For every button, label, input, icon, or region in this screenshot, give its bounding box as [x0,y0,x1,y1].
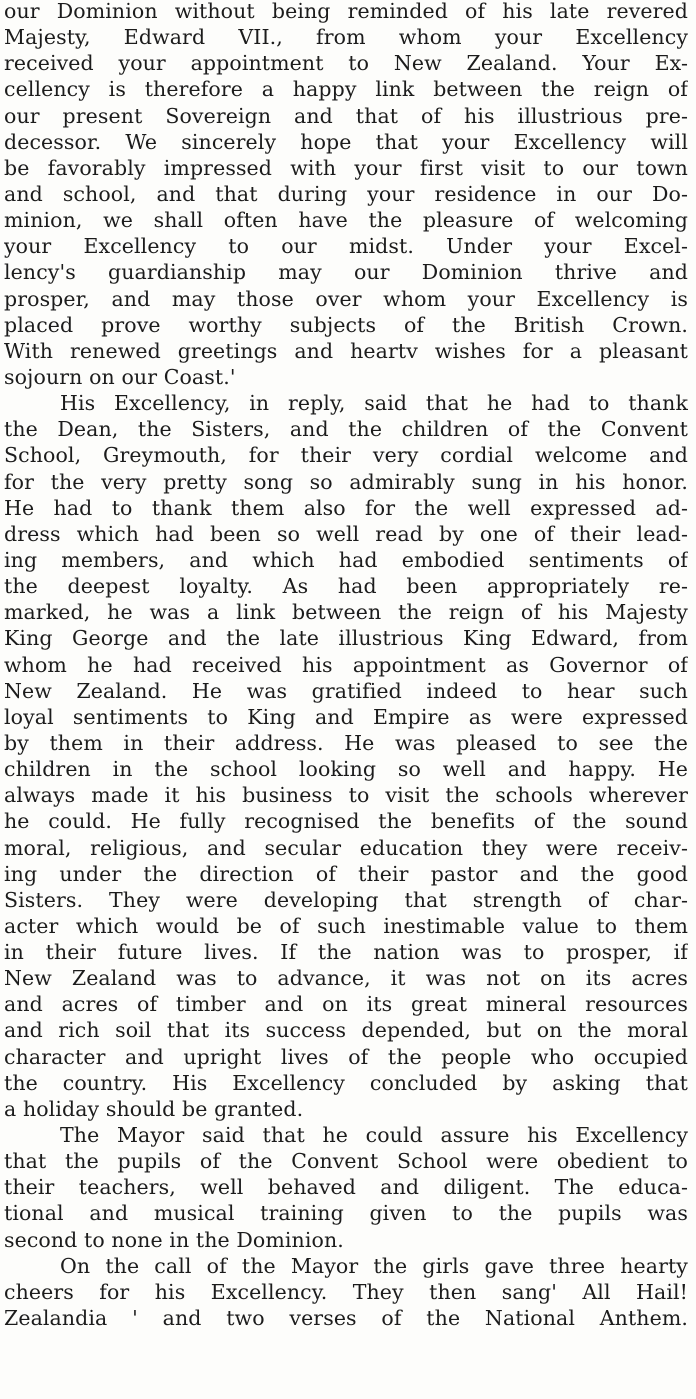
text-line: and rich soil that its success depended, but on the moral [4,1018,688,1043]
text-line: second to none in the Dominion. [4,1227,344,1252]
text-line: in their future lives. If the nation was to prosper, if [4,940,688,965]
text-line: On the call of the Mayor the girls gave three hearty [60,1253,688,1278]
text-line: received your appointment to New Zealand. Your Ex- [4,51,688,76]
text-line: our Dominion without being reminded of his late revered [4,0,688,23]
text-line: your Excellency to our midst. Under your Excel- [4,234,688,259]
text-line: by them in their address. He was pleased to see the [4,730,688,755]
text-line: School, Greymouth, for their very cordial welcome and [4,443,688,468]
paragraph [4,1122,688,1253]
text-line: character and upright lives of the people who occupied [4,1044,688,1069]
text-line: sojourn on our Coast.' [4,364,236,389]
text-line: New Zealand. He was gratified indeed to hear such [4,678,688,703]
text-line: always made it his business to visit the schools wherever [4,783,688,808]
text-line: minion, we shall often have the pleasure of welcoming [4,208,688,233]
text-line: ing under the direction of their pastor and the good [4,861,688,886]
text-line: dress which had been so well read by one of their lead- [4,521,688,546]
text-line: Majesty, Edward VII., from whom your Excellency [4,25,688,50]
paragraph [4,1253,688,1331]
text-line: lency's guardianship may our Dominion thrive and [4,260,688,285]
text-line: loyal sentiments to King and Empire as were expressed [4,704,688,729]
text-line: the Dean, the Sisters, and the children of the Convent [4,417,688,442]
text-line: the deepest loyalty. As had been appropriately re- [4,574,688,599]
text-line: King George and the late illustrious King Edward, from [4,626,688,651]
text-line: moral, religious, and secular education they were receiv- [4,835,688,860]
text-line: a holiday should be granted. [4,1096,304,1121]
text-line: decessor. We sincerely hope that your Excellency will [4,129,688,154]
text-line: the country. His Excellency concluded by asking that [4,1070,688,1095]
text-line: children in the school looking so well and happy. He [4,757,688,782]
text-line: The Mayor said that he could assure his Excellency [60,1123,688,1148]
text-line: He had to thank them also for the well expressed ad- [4,495,688,520]
text-line: our present Sovereign and that of his illustrious pre- [4,103,688,128]
text-line: His Excellency, in reply, said that he had to thank [60,391,688,416]
text-line: whom he had received his appointment as Governor of [4,652,688,677]
text-line: he could. He fully recognised the benefits of the sound [4,809,688,834]
text-line: prosper, and may those over whom your Excellency is [4,286,688,311]
text-line: New Zealand was to advance, it was not on its acres [4,966,688,991]
paragraph [4,0,688,390]
text-line: Sisters. They were developing that strength of char- [4,887,688,912]
text-line: tional and musical training given to the pupils was [4,1201,688,1226]
text-line: Zealandia ' and two verses of the National Anthem. [4,1306,688,1331]
paragraph [4,390,688,1122]
text-line: marked, he was a link between the reign of his Majesty [4,600,688,625]
text-line: be favorably impressed with your first visit to our town [4,155,688,180]
text-line: and school, and that during your residence in our Do- [4,181,688,206]
text-line: their teachers, well behaved and diligent. The educa- [4,1175,688,1200]
text-line: that the pupils of the Convent School were obedient to [4,1149,688,1174]
text-line: placed prove worthy subjects of the British Crown. [4,312,688,337]
text-line: With renewed greetings and heartv wishes for a pleasant [4,338,688,363]
text-line: acter which would be of such inestimable value to them [4,913,688,938]
text-line: for the very pretty song so admirably sung in his honor. [4,469,688,494]
text-line: cheers for his Excellency. They then sang' All Hail! [4,1279,688,1304]
text-line: cellency is therefore a happy link between the reign of [4,77,688,102]
text-column [4,0,688,1331]
text-line: and acres of timber and on its great mineral resources [4,992,688,1017]
text-line: ing members, and which had embodied sentiments of [4,547,688,572]
